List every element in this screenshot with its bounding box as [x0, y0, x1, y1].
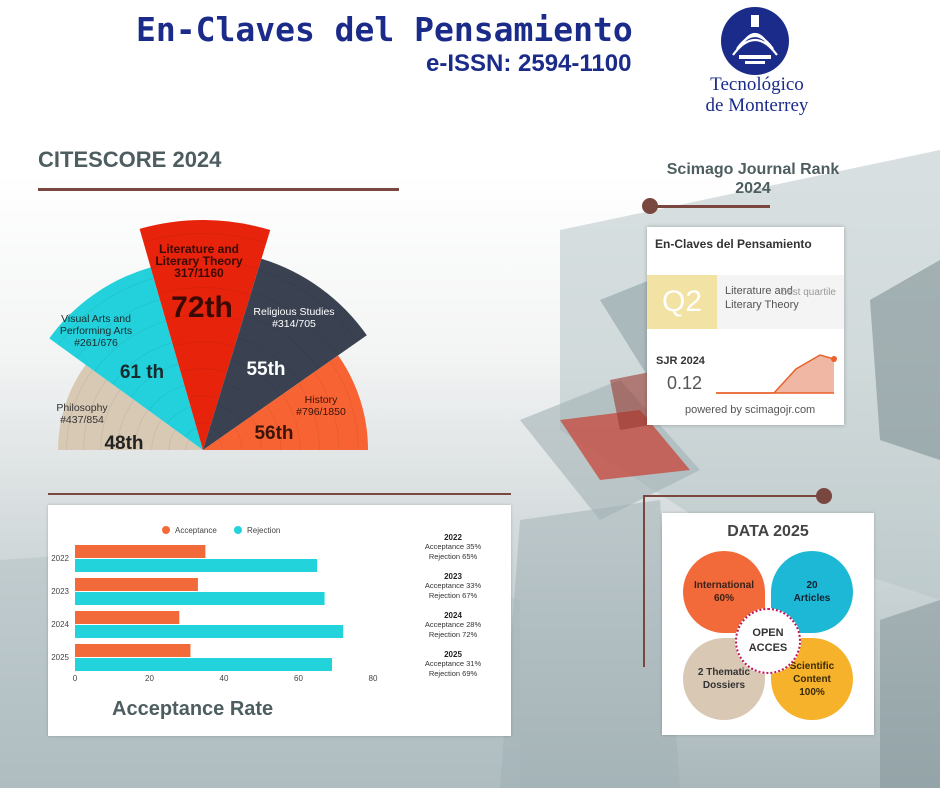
bar-rejection-2025 — [75, 658, 332, 671]
citescore-label-3: #314/705 — [272, 318, 316, 330]
bar-rejection-2022 — [75, 559, 317, 572]
citescore-percentile-3: 55th — [246, 359, 286, 380]
citescore-percentile-0: 48th — [104, 433, 144, 454]
category-label: 2023 — [51, 587, 69, 596]
year-note-rejection: Rejection 69% — [428, 669, 478, 678]
bar-acceptance-2025 — [75, 644, 190, 657]
year-note-acceptance: Acceptance 31% — [424, 659, 482, 668]
x-tick-label: 80 — [368, 674, 378, 683]
category-label: 2024 — [51, 620, 69, 629]
citescore-label-3: Religious Studies — [253, 306, 335, 318]
open-access-badge: OPEN ACCES — [735, 608, 801, 674]
legend-swatch-1 — [234, 526, 242, 534]
data-vertical-rule — [643, 495, 645, 667]
citescore-label-1: Performing Arts — [59, 325, 133, 337]
sjr-quartile-badge: Q2 — [647, 275, 717, 329]
tec-logo-icon — [719, 5, 791, 77]
citescore-label-2: Literary Theory — [155, 254, 243, 268]
year-note-2024 — [398, 611, 508, 650]
bar-acceptance-2024 — [75, 611, 179, 624]
x-tick-label: 40 — [219, 674, 229, 683]
acceptance-year-notes — [398, 533, 508, 689]
sjr-widget[interactable] — [647, 227, 844, 425]
year-note-rejection: Rejection 72% — [428, 630, 478, 639]
year-note-rejection: Rejection 65% — [428, 552, 478, 561]
year-note-acceptance: Acceptance 33% — [424, 581, 482, 590]
year-note-year: 2025 — [444, 650, 462, 659]
bar-acceptance-2023 — [75, 578, 198, 591]
articles-petal: 20 Articles — [771, 551, 853, 633]
citescore-label-4: #796/1850 — [296, 406, 346, 418]
sjr-journal-name: En-Claves del Pensamiento — [655, 237, 812, 251]
bar-rejection-2024 — [75, 625, 343, 638]
sjr-best-quartile: best quartile — [781, 287, 836, 298]
year-note-2025 — [398, 650, 508, 689]
category-label: 2025 — [51, 653, 69, 662]
year-note-year: 2022 — [444, 533, 462, 542]
bar-acceptance-2022 — [75, 545, 205, 558]
citescore-percentile-2: 72th — [171, 291, 233, 324]
sjr-category: Literature and Literary Theory — [725, 285, 799, 311]
sjr-value: 0.12 — [667, 373, 703, 393]
logo-text: Tecnológico de Monterrey — [705, 74, 809, 116]
legend-label-0: Acceptance — [175, 526, 217, 535]
x-tick-label: 0 — [72, 674, 78, 683]
citescore-label-2: Literature and — [158, 242, 240, 256]
sjr-label: SJR 2024 — [656, 355, 705, 367]
citescore-label-1: Visual Arts and — [61, 313, 131, 325]
sjr-quartile-row — [647, 275, 844, 329]
citescore-label-0: Philosophy — [56, 402, 108, 414]
x-tick-label: 20 — [145, 674, 154, 683]
citescore-label-1: #261/676 — [74, 337, 118, 349]
citescore-fan-chart — [24, 205, 384, 465]
sjr-rule — [650, 205, 770, 208]
citescore-label-2: 317/1160 — [174, 266, 224, 280]
citescore-percentile-4: 56th — [254, 423, 294, 444]
citescore-percentile-1: 61 th — [119, 362, 165, 383]
year-note-2023 — [398, 572, 508, 611]
data-rule — [644, 495, 822, 497]
year-note-2022 — [398, 533, 508, 572]
year-note-year: 2023 — [444, 572, 462, 581]
legend-swatch-0 — [162, 526, 170, 534]
citescore-label-4: History — [304, 394, 338, 406]
scientific-content-petal: Scientific Content 100% — [771, 638, 853, 720]
legend-label-1: Rejection — [247, 526, 281, 535]
year-note-year: 2024 — [444, 611, 462, 620]
data-2025-title: DATA 2025 — [727, 523, 809, 540]
acceptance-rule — [48, 493, 511, 495]
citescore-heading: CITESCORE 2024 — [38, 147, 222, 172]
international-petal: International 60% — [683, 551, 765, 633]
x-tick-label: 60 — [294, 674, 303, 683]
dossiers-petal: 2 Thematic Dossiers — [683, 638, 765, 720]
sjr-trend-chart — [712, 347, 840, 395]
sjr-heading: Scimago Journal Rank 2024 — [666, 161, 840, 197]
year-note-acceptance: Acceptance 28% — [424, 620, 482, 629]
year-note-acceptance: Acceptance 35% — [424, 542, 482, 551]
citescore-label-0: #437/854 — [60, 414, 104, 426]
category-label: 2022 — [51, 554, 69, 563]
issn: e-ISSN: 2594-1100 — [426, 50, 632, 77]
year-note-rejection: Rejection 67% — [428, 591, 478, 600]
journal-title: En-Claves del Pensamiento — [136, 10, 633, 49]
data-2025-panel — [662, 513, 874, 735]
sjr-powered-by[interactable]: powered by scimagojr.com — [685, 404, 816, 416]
citescore-rule — [38, 188, 399, 191]
bar-rejection-2023 — [75, 592, 325, 605]
acceptance-title: Acceptance Rate — [112, 698, 274, 720]
